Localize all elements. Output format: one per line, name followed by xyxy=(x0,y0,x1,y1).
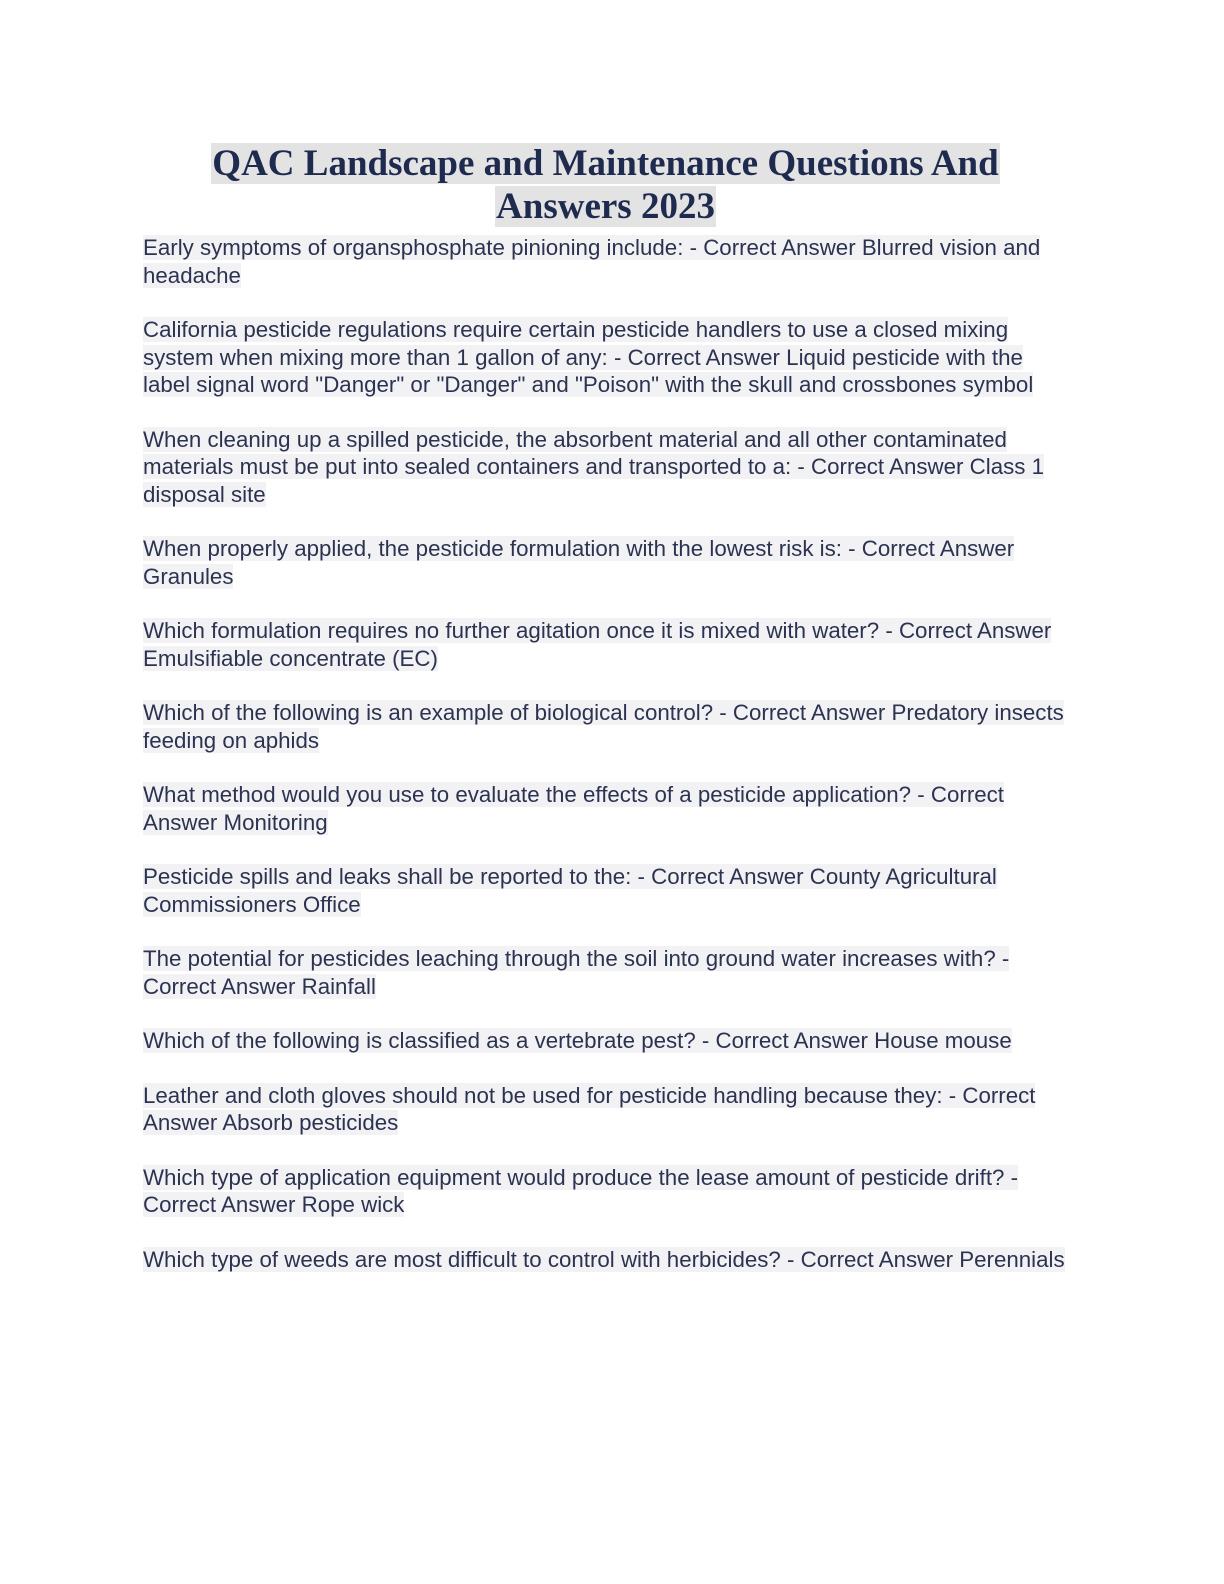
document-title xyxy=(143,142,1068,228)
qa-item xyxy=(143,316,1068,399)
qa-item-text: When cleaning up a spilled pesticide, the absorbent material and all other contaminated materials must be put into sealed containers and transported to a: - Correct Answer Class 1 disposal site xyxy=(143,426,1044,507)
qa-item xyxy=(143,617,1068,672)
qa-item-text: Which of the following is classified as a vertebrate pest? - Correct Answer House mouse xyxy=(143,1028,1012,1053)
qa-item-text: Early symptoms of organsphosphate pinioning include: - Correct Answer Blurred vision and headache xyxy=(143,235,1041,288)
document-title-text: QAC Landscape and Maintenance Questions And Answers 2023 xyxy=(212,143,999,227)
qa-item-text: Which formulation requires no further agitation once it is mixed with water? - Correct Answer Emulsifiable concentrate (EC) xyxy=(143,618,1052,671)
qa-item-text: When properly applied, the pesticide formulation with the lowest risk is: - Correct Answer Granules xyxy=(143,536,1015,589)
qa-item-text: Leather and cloth gloves should not be used for pesticide handling because they: - Correct Answer Absorb pesticides xyxy=(143,1082,1036,1135)
qa-item-text: Pesticide spills and leaks shall be reported to the: - Correct Answer County Agricultural Commissioners Office xyxy=(143,864,997,917)
qa-item-text: What method would you use to evaluate the effects of a pesticide application? - Correct Answer Monitoring xyxy=(143,782,1004,835)
qa-item xyxy=(143,426,1068,509)
qa-item xyxy=(143,1027,1068,1055)
qa-item xyxy=(143,699,1068,754)
qa-item xyxy=(143,863,1068,918)
qa-list xyxy=(143,234,1068,1273)
qa-item xyxy=(143,781,1068,836)
qa-item-text: The potential for pesticides leaching through the soil into ground water increases with? - Correct Answer Rainfall xyxy=(143,946,1010,999)
qa-item xyxy=(143,234,1068,289)
document-page xyxy=(143,142,1068,1300)
qa-item xyxy=(143,945,1068,1000)
qa-item xyxy=(143,1082,1068,1137)
qa-item xyxy=(143,1246,1068,1274)
qa-item xyxy=(143,1164,1068,1219)
qa-item-text: California pesticide regulations require certain pesticide handlers to use a closed mixing system when mixing more than 1 gallon of any: - Correct Answer Liquid pesticide with the label signal word "Danger" or "Danger" and "Poison" with the skull and crossbones symbol xyxy=(143,317,1034,397)
qa-item-text: Which type of application equipment would produce the lease amount of pesticide drift? - Correct Answer Rope wick xyxy=(143,1164,1019,1217)
qa-item xyxy=(143,535,1068,590)
qa-item-text: Which type of weeds are most difficult to control with herbicides? - Correct Answer Perennials xyxy=(143,1246,1065,1272)
qa-item-text: Which of the following is an example of biological control? - Correct Answer Predatory insects feeding on aphids xyxy=(143,700,1064,753)
